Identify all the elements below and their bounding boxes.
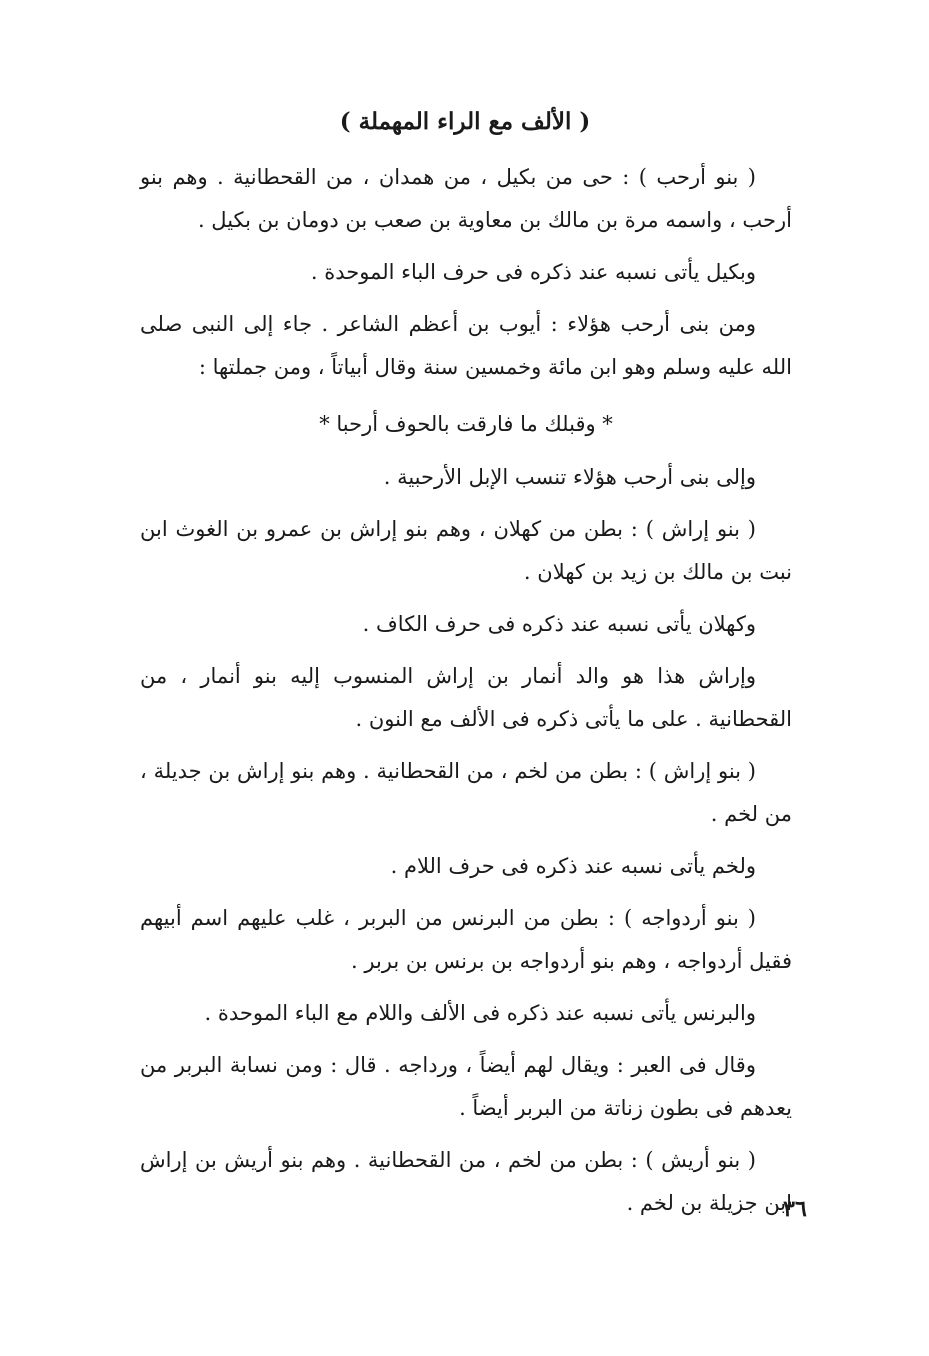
paragraph-arhabi-camels: وإلى بنى أرحب هؤلاء تنسب الإبل الأرحبية . <box>383 465 756 489</box>
verse-line: * وقبلك ما فارقت بالحوف أرحبا * <box>319 412 613 436</box>
paragraph-ayyub-poet: ومن بنى أرحب هؤلاء : أيوب بن أعظم الشاعر . جاء إلى النبى صلى الله عليه وسلم وهو ابن مائة وخمسين سنة وقال أبياتاً ، ومن جملتها : <box>140 312 792 379</box>
paragraph-bano-arhab: ( بنو أرحب ) : حى من بكيل ، من همدان ، من القحطانية . وهم بنو أرحب ، واسمه مرة بن مالك بن معاوية بن صعب بن دومان بن بكيل . <box>140 165 792 232</box>
page-header-title: ( الألف مع الراء المهملة ) <box>339 108 591 135</box>
paragraph-irash-anmar: وإراش هذا هو والد أنمار بن إراش المنسوب إليه بنو أنمار ، من القحطانية . على ما يأتى ذكره فى الألف مع النون . <box>140 664 792 731</box>
paragraph-al-ibar-quote: وقال فى العبر : ويقال لهم أيضاً ، ورداجه . قال : ومن نسابة البربر من يعدهم فى بطون زناتة من البربر أيضاً . <box>140 1053 792 1120</box>
paragraph-bano-irash-kahlan: ( بنو إراش ) : بطن من كهلان ، وهم بنو إراش بن عمرو بن الغوث ابن نبت بن مالك بن زيد بن كهلان . <box>140 517 792 584</box>
paragraph-lakhm-note: ولخم يأتى نسبه عند ذكره فى حرف اللام . <box>390 854 756 878</box>
paragraph-bakil-note: وبكيل يأتى نسبه عند ذكره فى حرف الباء الموحدة . <box>310 260 756 284</box>
paragraph-bano-ardawajah: ( بنو أردواجه ) : بطن من البرنس من البربر ، غلب عليهم اسم أبيهم فقيل أردواجه ، وهم بنو أردواجه بن برنس بن بربر . <box>140 906 792 973</box>
paragraph-bano-uraysh: ( بنو أريش ) : بطن من لخم ، من القحطانية . وهم بنو أريش بن إراش ابن جزيلة بن لخم . <box>140 1148 792 1215</box>
page-number: ٣٦ <box>783 1196 807 1222</box>
paragraph-bano-irash-lakhm: ( بنو إراش ) : بطن من لخم ، من القحطانية . وهم بنو إراش بن جديلة ، من لخم . <box>140 759 792 826</box>
paragraph-barnas-note: والبرنس يأتى نسبه عند ذكره فى الألف واللام مع الباء الموحدة . <box>204 1001 756 1025</box>
paragraph-kahlan-note: وكهلان يأتى نسبه عند ذكره فى حرف الكاف . <box>362 612 756 636</box>
body-text <box>140 156 792 1234</box>
